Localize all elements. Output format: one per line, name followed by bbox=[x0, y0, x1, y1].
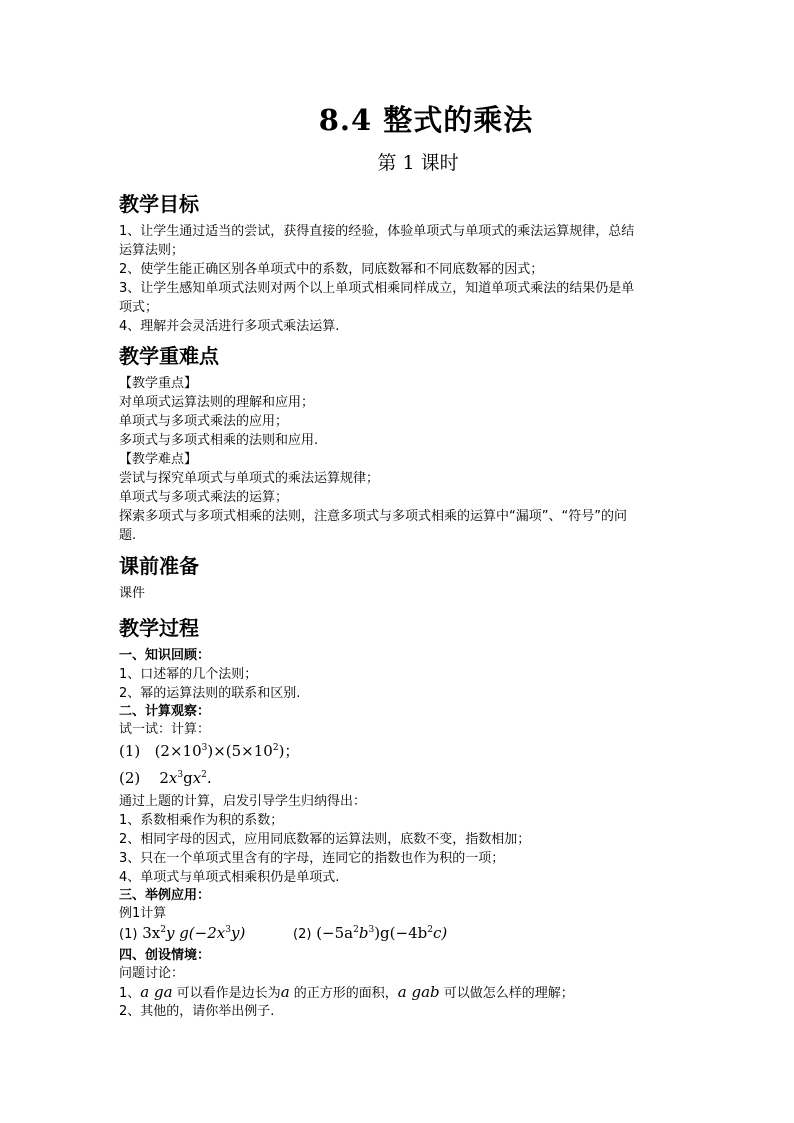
key-line: 多项式与多项式相乘的法则和应用. bbox=[119, 433, 319, 448]
part1-line: 2、幂的运算法则的联系和区别. bbox=[119, 686, 301, 701]
section-heading-goals: 教学目标 bbox=[119, 192, 199, 216]
part3-label: 三、举例应用： bbox=[119, 888, 211, 903]
part1-label: 一、知识回顾： bbox=[119, 648, 211, 663]
calc-2-number: (2) bbox=[119, 769, 141, 787]
rule-line: 1、系数相乘作为积的系数； bbox=[119, 813, 284, 828]
goal-line: 运算法则； bbox=[119, 243, 185, 258]
part2-label: 二、计算观察： bbox=[119, 704, 211, 719]
section-heading-key-points: 教学重难点 bbox=[119, 344, 219, 368]
page-subtitle: 第 1 课时 bbox=[377, 152, 459, 174]
section-heading-process: 教学过程 bbox=[119, 616, 199, 640]
difficult-line: 单项式与多项式乘法的运算； bbox=[119, 490, 289, 505]
goal-line: 4、理解并会灵活进行多项式乘法运算. bbox=[119, 319, 340, 334]
discuss-label: 问题讨论： bbox=[119, 966, 185, 981]
goal-line: 3、让学生感知单项式法则对两个以上单项式相乘同样成立，知道单项式乘法的结果仍是单 bbox=[119, 281, 635, 296]
example-2: (2) $(-5a^2b^3)g(-4b^2c)$ bbox=[293, 924, 448, 942]
rule-line: 4、单项式与单项式相乘积仍是单项式. bbox=[119, 870, 340, 885]
goal-line: 1、让学生通过适当的尝试，获得直接的经验，体验单项式与单项式的乘法运算规律，总结 bbox=[119, 224, 635, 239]
part1-line: 1、口述幂的几个法则； bbox=[119, 667, 258, 682]
difficult-line: 探索多项式与多项式相乘的法则，注意多项式与多项式相乘的运算中“漏项”、“符号”的问 bbox=[119, 509, 627, 524]
key-line: 对单项式运算法则的理解和应用； bbox=[119, 395, 315, 410]
calc-2: (2) $2x^3gx^2$. bbox=[119, 769, 212, 787]
difficult-label: 【教学难点】 bbox=[119, 452, 198, 467]
rule-line: 2、相同字母的因式，应用同底数幂的运算法则，底数不变，指数相加； bbox=[119, 832, 531, 847]
key-line: 单项式与多项式乘法的应用； bbox=[119, 414, 289, 429]
difficult-line: 题. bbox=[119, 528, 137, 543]
key-label: 【教学重点】 bbox=[119, 376, 198, 391]
example-1: (1) $3x^2y$ $g(-2x^3y)$ bbox=[119, 924, 246, 942]
calc-1: (1) $(2\times 10^3)\times(5\times 10^2)$； bbox=[119, 742, 300, 760]
difficult-line: 尝试与探究单项式与单项式的乘法运算规律； bbox=[119, 471, 380, 486]
section-heading-prep: 课前准备 bbox=[119, 554, 199, 578]
question-1: 1、a ga 可以看作是边长为a 的正方形的面积，a gab 可以做怎么样的理解； bbox=[119, 983, 574, 1001]
example-label: 例1计算 bbox=[119, 906, 167, 921]
goal-line: 2、使学生能正确区别各单项式中的系数，同底数幂和不同底数幂的因式； bbox=[119, 262, 544, 277]
question-2: 2、其他的，请你举出例子. bbox=[119, 1004, 275, 1019]
page-title: 8.4 整式的乘法 bbox=[318, 103, 534, 137]
induce-text: 通过上题的计算，启发引导学生归纳得出： bbox=[119, 794, 367, 809]
try-text: 试一试：计算： bbox=[119, 722, 211, 737]
goal-line: 项式； bbox=[119, 300, 159, 315]
prep-text: 课件 bbox=[119, 586, 146, 601]
calc-1-number: (1) bbox=[119, 742, 141, 760]
part4-label: 四、创设情境： bbox=[119, 948, 211, 963]
rule-line: 3、只在一个单项式里含有的字母，连同它的指数也作为积的一项； bbox=[119, 851, 505, 866]
